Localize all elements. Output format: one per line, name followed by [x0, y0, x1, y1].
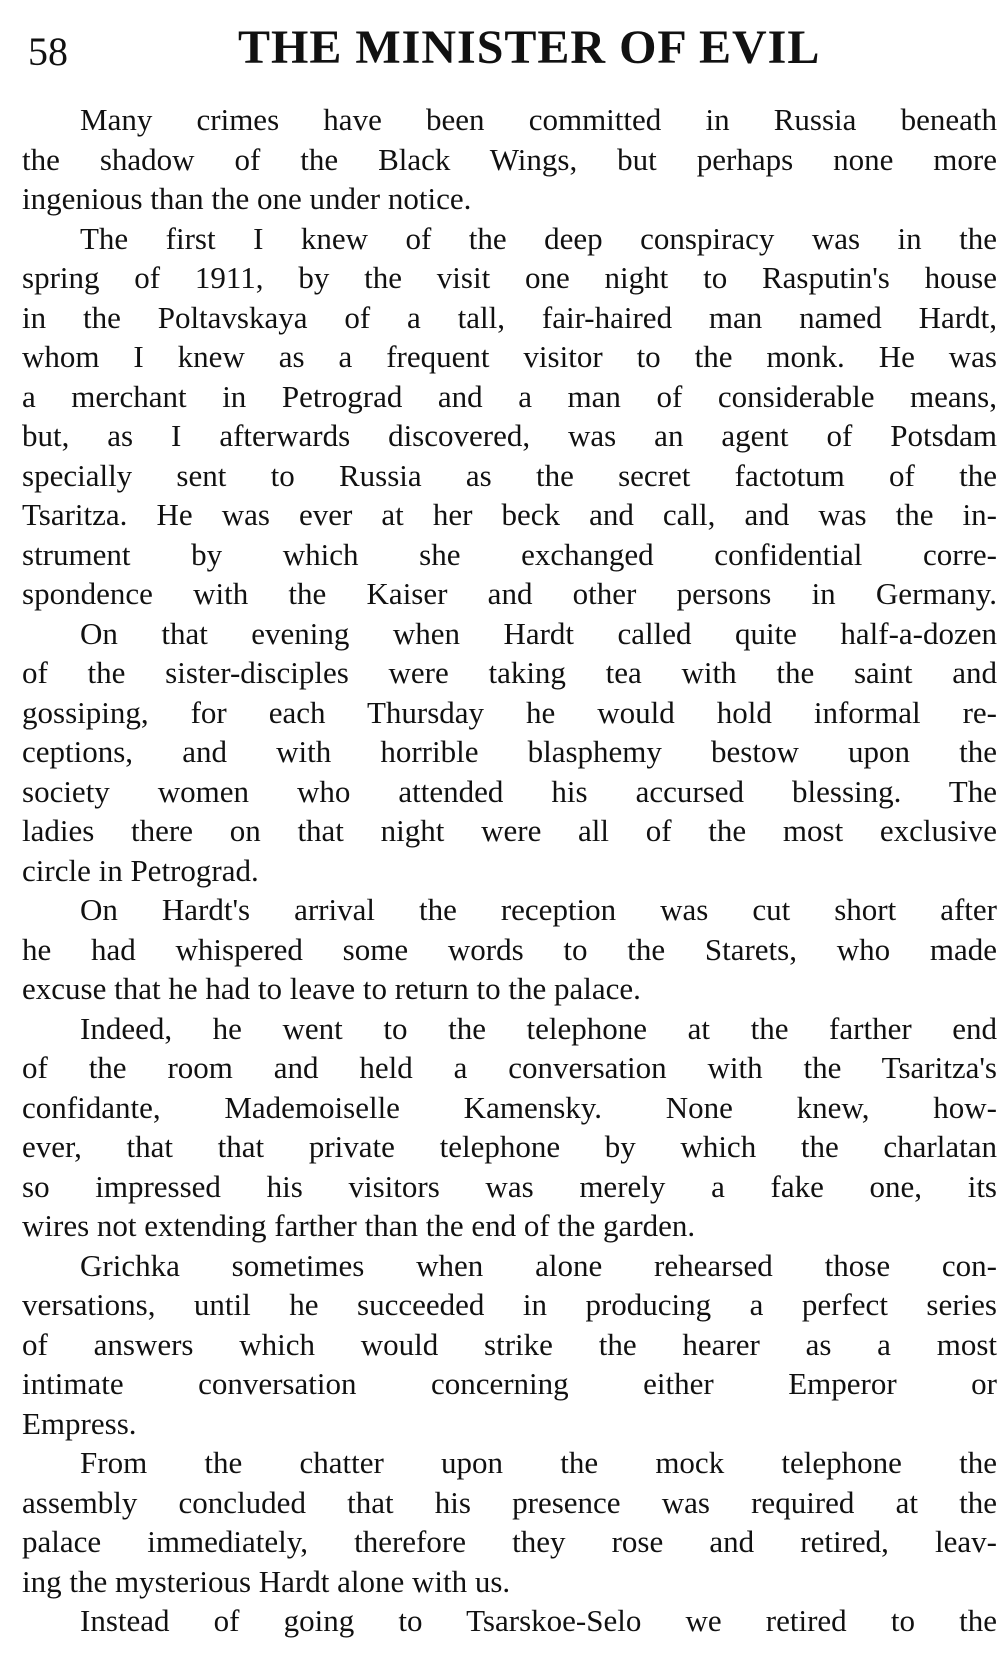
text-line: Indeed, he went to the telephone at the farther end — [80, 1010, 997, 1046]
text-line: assembly concluded that his presence was required at the — [22, 1484, 997, 1520]
text-line: spring of 1911, by the visit one night to Rasputin's house — [22, 260, 997, 295]
text-line: of answers which would strike the hearer as a most — [22, 1326, 997, 1362]
text-line: strument by which she exchanged confidential corre- — [22, 536, 997, 572]
text-line: intimate conversation concerning either Emperor or — [22, 1366, 997, 1401]
text-line: Instead of going to Tsarskoe-Selo we retired to the — [80, 1603, 997, 1638]
text-line: specially sent to Russia as the secret factotum of the — [22, 457, 997, 493]
text-line: circle in Petrograd. — [22, 852, 259, 888]
text-line: spondence with the Kaiser and other persons in Germany. — [22, 576, 997, 611]
text-line: wires not extending farther than the end of the garden. — [22, 1208, 696, 1243]
text-line: Tsaritza. He was ever at her beck and call, and was the in- — [22, 497, 997, 532]
running-title: THE MINISTER OF EVIL — [238, 21, 821, 74]
text-line: in the Poltavskaya of a tall, fair-haired man named Hardt, — [22, 299, 997, 335]
text-line: From the chatter upon the mock telephone the — [80, 1445, 997, 1480]
text-line: society women who attended his accursed blessing. The — [22, 773, 997, 809]
text-line: gossiping, for each Thursday he would hold informal re- — [22, 694, 997, 730]
text-line: The first I knew of the deep conspiracy was in the — [80, 220, 997, 256]
text-line: but, as I afterwards discovered, was an agent of Potsdam — [22, 418, 997, 453]
text-line: he had whispered some words to the Starets, who made — [22, 931, 997, 967]
text-line: the shadow of the Black Wings, but perhaps none more — [22, 141, 997, 177]
text-line: palace immediately, therefore they rose and retired, leav- — [22, 1524, 997, 1559]
text-line: versations, until he succeeded in producing a perfect series — [22, 1287, 997, 1322]
text-line: ingenious than the one under notice. — [22, 181, 472, 216]
text-line: of the room and held a conversation with the Tsaritza's — [22, 1050, 997, 1085]
text-line: excuse that he had to leave to return to the palace. — [22, 971, 641, 1006]
text-line: ever, that that private telephone by which the charlatan — [22, 1129, 997, 1164]
text-line: so impressed his visitors was merely a fake one, its — [22, 1168, 997, 1204]
page-number: 58 — [28, 29, 68, 74]
text-line: of the sister-disciples were taking tea with the saint and — [22, 655, 997, 690]
text-line: whom I knew as a frequent visitor to the monk. He was — [22, 339, 997, 374]
text-line: confidante, Mademoiselle Kamensky. None knew, how- — [22, 1089, 997, 1125]
text-line: ladies there on that night were all of the most exclusive — [22, 813, 997, 848]
text-line: Many crimes have been committed in Russia beneath — [80, 102, 997, 137]
text-line: On that evening when Hardt called quite half-a-dozen — [80, 615, 997, 651]
page-header — [20, 20, 820, 80]
text-line: ceptions, and with horrible blasphemy bestow upon the — [22, 734, 997, 769]
text-line: ing the mysterious Hardt alone with us. — [22, 1563, 511, 1599]
text-line: Grichka sometimes when alone rehearsed those con- — [80, 1247, 997, 1283]
text-line: Empress. — [22, 1405, 137, 1441]
body-text — [22, 100, 997, 1641]
text-line: On Hardt's arrival the reception was cut short after — [80, 892, 997, 927]
text-line: a merchant in Petrograd and a man of considerable means, — [22, 378, 997, 414]
